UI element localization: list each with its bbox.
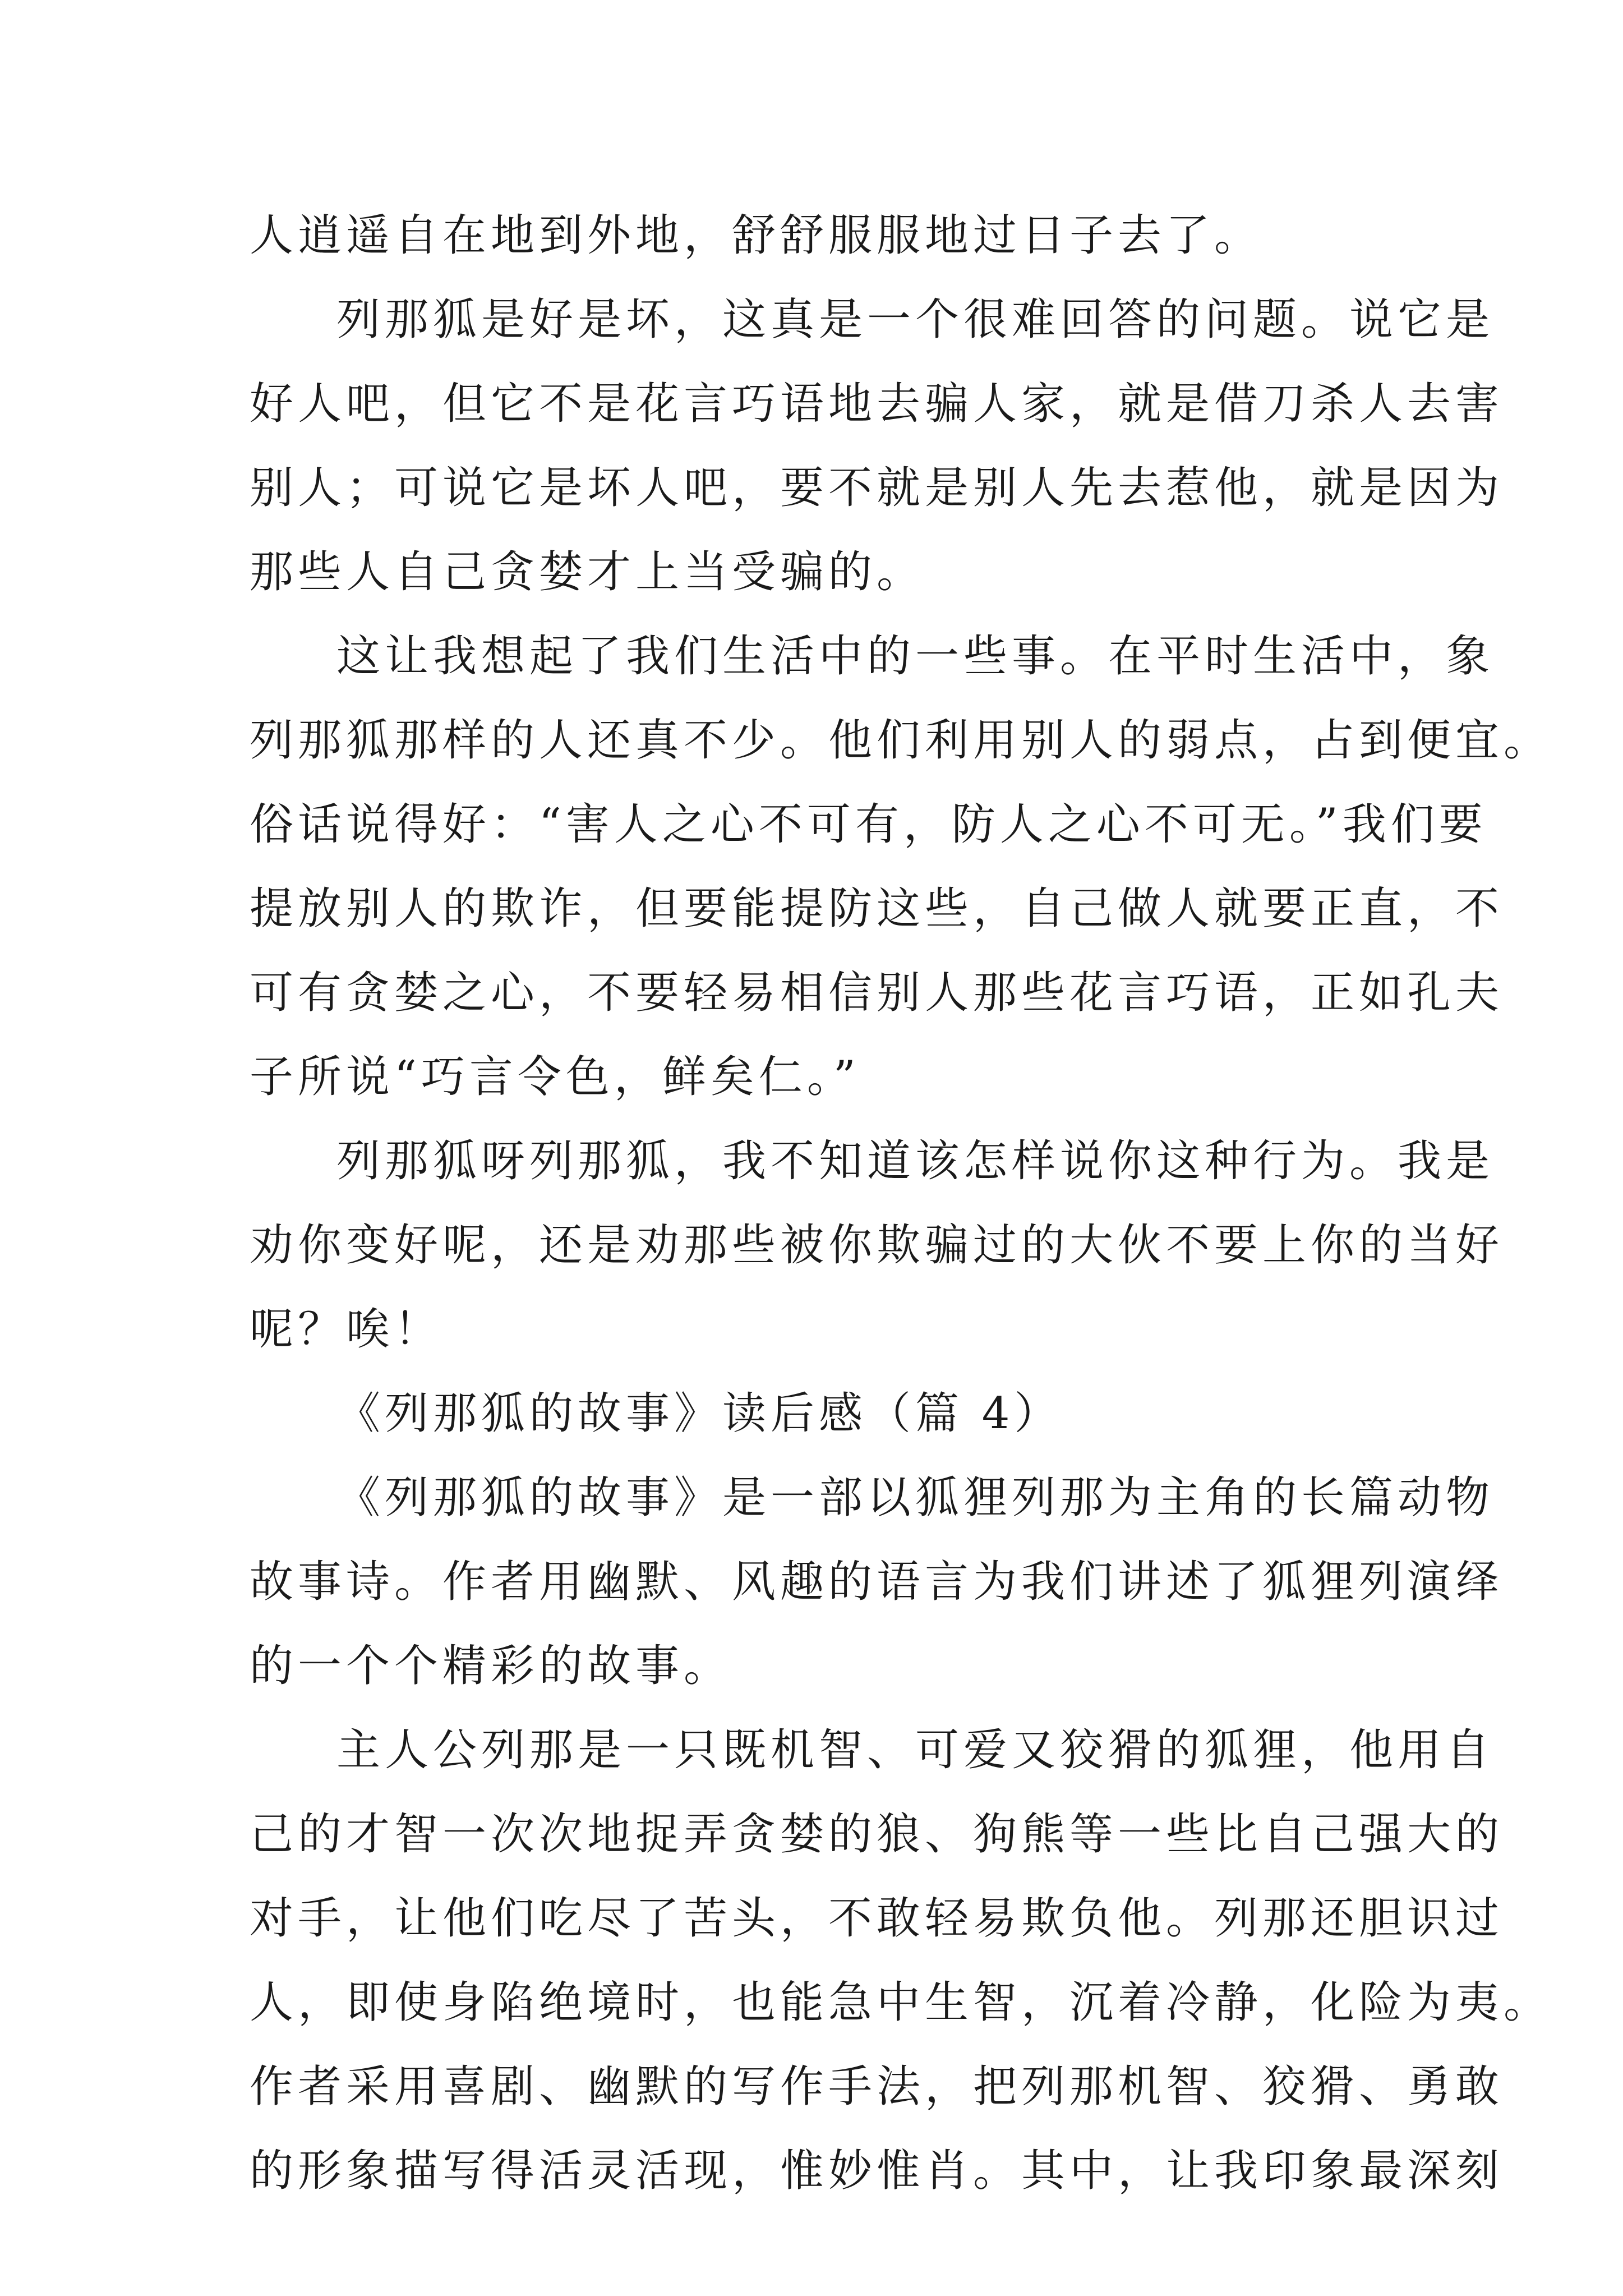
text-line: 劝你变好呢，还是劝那些被你欺骗过的大伙不要上你的当好 [250,1220,1504,1271]
text-line: 这让我想起了我们生活中的一些事。在平时生活中，象 [336,631,1495,682]
text-line: 呢？唉！ [250,1304,443,1355]
text-line: 己的才智一次次地捉弄贪婪的狼、狗熊等一些比自己强大的 [250,1809,1504,1860]
text-line: 《列那狐的故事》是一部以狐狸列那为主角的长篇动物 [336,1473,1495,1523]
text-line: 俗话说得好：“害人之心不可有，防人之心不可无。”我们要 [250,799,1487,850]
text-line: 对手，让他们吃尽了苦头，不敢轻易欺负他。列那还胆识过 [250,1893,1504,1944]
text-line: 好人吧，但它不是花言巧语地去骗人家，就是借刀杀人去害 [250,379,1504,429]
text-line: 作者采用喜剧、幽默的写作手法，把列那机智、狡猾、勇敢 [250,2062,1504,2112]
section-heading: 《列那狐的故事》读后感（篇 4） [336,1388,1063,1439]
text-line: 人逍遥自在地到外地，舒舒服服地过日子去了。 [250,210,1263,261]
text-line: 主人公列那是一只既机智、可爱又狡猾的狐狸，他用自 [336,1725,1495,1775]
text-line: 的一个个精彩的故事。 [250,1641,732,1691]
text-line: 的形象描写得活灵活现，惟妙惟肖。其中，让我印象最深刻 [250,2146,1504,2196]
text-line: 列那狐是好是坏，这真是一个很难回答的问题。说它是 [336,295,1495,345]
text-line: 别人；可说它是坏人吧，要不就是别人先去惹他，就是因为 [250,463,1504,513]
text-line: 那些人自己贪婪才上当受骗的。 [250,547,925,597]
text-line: 子所说“巧言令色，鲜矣仁。” [250,1052,860,1102]
text-line: 可有贪婪之心，不要轻易相信别人那些花言巧语，正如孔夫 [250,968,1504,1018]
text-line: 人，即使身陷绝境时，也能急中生智，沉着冷静，化险为夷。 [250,1977,1552,2028]
text-line: 故事诗。作者用幽默、风趣的语言为我们讲述了狐狸列演绎 [250,1557,1504,1607]
text-line: 列那狐呀列那狐，我不知道该怎样说你这种行为。我是 [336,1136,1495,1186]
text-line: 列那狐那样的人还真不少。他们利用别人的弱点，占到便宜。 [250,715,1552,766]
text-line: 提放别人的欺诈，但要能提防这些，自己做人就要正直，不 [250,884,1504,934]
